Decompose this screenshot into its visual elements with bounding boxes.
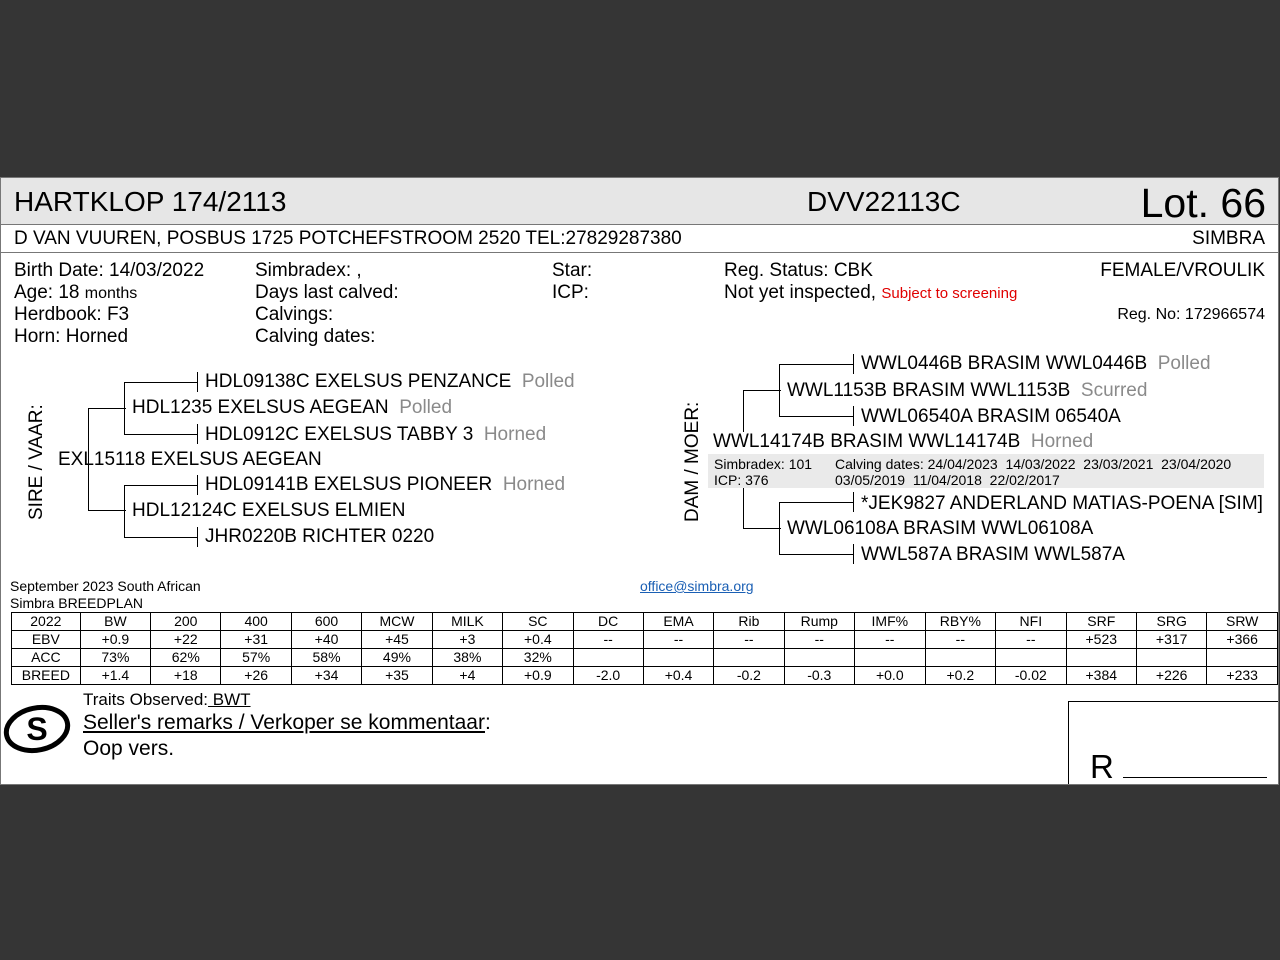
- ebv-cell: -0.3: [784, 667, 855, 685]
- ebv-cell: +45: [362, 631, 432, 649]
- animal-name: HARTKLOP 174/2113: [14, 186, 287, 217]
- ebv-cell: +0.4: [503, 631, 573, 649]
- ebv-cell: --: [714, 631, 784, 649]
- ebv-cell: --: [855, 631, 926, 649]
- ebv-cell: 2022: [12, 613, 81, 631]
- dam-simbradex: Simbradex: 101: [714, 456, 813, 472]
- ebv-cell: MILK: [432, 613, 502, 631]
- ebv-cell: -0.2: [714, 667, 784, 685]
- days-last-calved: Days last calved:: [255, 282, 399, 303]
- ebv-cell: --: [925, 631, 996, 649]
- ebv-cell: ACC: [12, 649, 81, 667]
- ebv-cell: SC: [503, 613, 573, 631]
- ebv-cell: [996, 649, 1066, 667]
- ebv-cell: 400: [221, 613, 291, 631]
- birth-date: Birth Date: 14/03/2022: [14, 260, 205, 281]
- owner-bar: [1, 225, 1278, 253]
- horn-status: Horn: Horned: [14, 326, 129, 347]
- traits-value: BWT: [208, 690, 251, 709]
- ebv-row-acc: [12, 649, 1278, 667]
- ebv-cell: +1.4: [80, 667, 150, 685]
- sire-side-label: SIRE / VAAR:: [26, 404, 47, 520]
- sire-dam-dam: JHR0220B RICHTER 0220: [205, 526, 435, 547]
- ebv-cell: +523: [1066, 631, 1136, 649]
- email-link[interactable]: office@simbra.org: [640, 578, 754, 594]
- ebv-cell: 58%: [291, 649, 361, 667]
- ebv-cell: EMA: [643, 613, 713, 631]
- ebv-row-ebv: [12, 631, 1278, 649]
- price-box[interactable]: [1068, 701, 1279, 785]
- animal-code: DVV22113C: [807, 186, 961, 217]
- ebv-cell: +0.4: [643, 667, 713, 685]
- ebv-cell: +317: [1136, 631, 1206, 649]
- remarks-label: Seller's remarks / Verkoper se kommentaar: [83, 711, 485, 734]
- sire-sire-parent: [132, 397, 452, 419]
- ebv-cell: Rump: [784, 613, 855, 631]
- dam-side-label: DAM / MOER:: [682, 401, 703, 522]
- card-header: [1, 178, 1278, 225]
- ebv-cell: +0.0: [855, 667, 926, 685]
- ebv-cell: SRF: [1066, 613, 1136, 631]
- ebv-cell: Rib: [714, 613, 784, 631]
- breedplan-subtitle: Simbra BREEDPLAN: [10, 595, 144, 611]
- ebv-cell: +0.9: [80, 631, 150, 649]
- svg-text:S: S: [26, 711, 48, 747]
- ebv-cell: [1066, 649, 1136, 667]
- ebv-cell: 57%: [221, 649, 291, 667]
- ebv-cell: +22: [151, 631, 221, 649]
- ebv-cell: +233: [1207, 667, 1278, 685]
- ebv-cell: +226: [1136, 667, 1206, 685]
- age-value: Age: 18: [14, 282, 85, 303]
- ebv-cell: 600: [291, 613, 361, 631]
- ebv-cell: RBY%: [925, 613, 996, 631]
- sire-dam-grand-name: HDL0912C EXELSUS TABBY 3: [205, 424, 474, 445]
- sire-dam-sire-name: HDL09141B EXELSUS PIONEER: [205, 474, 493, 495]
- ebv-cell: +366: [1207, 631, 1278, 649]
- sire-dam-grand: [205, 424, 546, 446]
- ebv-cell: BW: [80, 613, 150, 631]
- ebv-cell: -0.02: [996, 667, 1066, 685]
- breed-label: SIMBRA: [1192, 228, 1265, 249]
- dam-dam-sire: *JEK9827 ANDERLAND MATIAS-POENA [SIM]: [861, 493, 1263, 514]
- inspection-text: Not yet inspected,: [724, 282, 877, 303]
- ebv-cell: --: [996, 631, 1066, 649]
- remarks-heading: [83, 711, 491, 735]
- ebv-cell: +34: [291, 667, 361, 685]
- dam-dam: WWL06108A BRASIM WWL06108A: [787, 518, 1094, 539]
- lot-number: Lot. 66: [1140, 180, 1266, 226]
- sire-sire-name: HDL09138C EXELSUS PENZANCE: [205, 371, 512, 392]
- simbra-logo: [3, 700, 73, 756]
- ebv-cell: +0.9: [503, 667, 573, 685]
- dam-sire-sire-horn: Polled: [1157, 353, 1211, 374]
- sire-sire-horn: Polled: [521, 371, 575, 392]
- dam-sire-horn: Scurred: [1080, 380, 1148, 401]
- dam-sire-name: WWL1153B BRASIM WWL1153B: [787, 380, 1071, 401]
- ebv-cell: DC: [573, 613, 643, 631]
- ebv-cell: [784, 649, 855, 667]
- ebv-cell: 200: [151, 613, 221, 631]
- ebv-cell: EBV: [12, 631, 81, 649]
- ebv-cell: 49%: [362, 649, 432, 667]
- ebv-cell: +31: [221, 631, 291, 649]
- ebv-cell: --: [573, 631, 643, 649]
- ebv-cell: +18: [151, 667, 221, 685]
- dam-sire-sire-name: WWL0446B BRASIM WWL0446B: [861, 353, 1148, 374]
- ebv-cell: +0.2: [925, 667, 996, 685]
- ebv-cell: [855, 649, 926, 667]
- calving-dates: Calving dates:: [255, 326, 376, 347]
- ebv-cell: [643, 649, 713, 667]
- traits-observed: [83, 690, 251, 710]
- age-unit: months: [84, 285, 138, 302]
- sire-dam-sire: [205, 474, 565, 496]
- ebv-cell: +40: [291, 631, 361, 649]
- price-line: [1123, 777, 1267, 778]
- ebv-cell: +26: [221, 667, 291, 685]
- dam-sire: [787, 380, 1147, 402]
- dam-dam-dam: WWL587A BRASIM WWL587A: [861, 544, 1125, 565]
- lot-card: [0, 177, 1279, 785]
- inspection-status: [724, 282, 1017, 304]
- ebv-cell: +384: [1066, 667, 1136, 685]
- ebv-cell: +35: [362, 667, 432, 685]
- sire-sire: [205, 371, 575, 393]
- dam-calving-dates-more: 03/05/2019 11/04/2018 22/02/2017: [835, 472, 1060, 488]
- ebv-cell: IMF%: [855, 613, 926, 631]
- sire-animal: EXL15118 EXELSUS AEGEAN: [58, 449, 322, 470]
- breedplan-title: September 2023 South African: [10, 578, 201, 594]
- ebv-cell: [925, 649, 996, 667]
- ebv-cell: SRG: [1136, 613, 1206, 631]
- dam-icp: ICP: 376: [714, 472, 769, 488]
- currency-label: R: [1090, 748, 1114, 785]
- dam-calving-dates: Calving dates: 24/04/2023 14/03/2022 23/03/2021 23/04/2020: [835, 456, 1232, 472]
- screening-note: Subject to screening: [881, 285, 1018, 302]
- ebv-cell: SRW: [1207, 613, 1278, 631]
- ebv-cell: BREED: [12, 667, 81, 685]
- dam-animal-horn: Horned: [1030, 431, 1094, 452]
- ebv-cell: --: [784, 631, 855, 649]
- sex: FEMALE/VROULIK: [1100, 260, 1265, 281]
- ebv-cell: +4: [432, 667, 502, 685]
- ebv-table: [11, 612, 1278, 685]
- dam-sire-dam: WWL06540A BRASIM 06540A: [861, 406, 1121, 427]
- ebv-cell: [573, 649, 643, 667]
- simbradex: Simbradex: ,: [255, 260, 362, 281]
- ebv-cell: MCW: [362, 613, 432, 631]
- remarks-text: Oop vers.: [83, 737, 175, 760]
- dam-info-box: [708, 454, 1264, 488]
- sire-parent-horn: Polled: [399, 397, 453, 418]
- reg-number: Reg. No: 172966574: [1117, 306, 1265, 323]
- reg-status: Reg. Status: CBK: [724, 260, 873, 281]
- remarks-colon: :: [484, 711, 491, 734]
- ebv-cell: 38%: [432, 649, 502, 667]
- herdbook: Herdbook: F3: [14, 304, 130, 325]
- calvings: Calvings:: [255, 304, 334, 325]
- ebv-cell: [1207, 649, 1278, 667]
- owner-address: D VAN VUUREN, POSBUS 1725 POTCHEFSTROOM 2520 TEL:27829287380: [14, 228, 682, 249]
- age: [14, 282, 137, 304]
- ebv-cell: +3: [432, 631, 502, 649]
- ebv-cell: NFI: [996, 613, 1066, 631]
- ebv-cell: -2.0: [573, 667, 643, 685]
- ebv-cell: [714, 649, 784, 667]
- ebv-cell: [1136, 649, 1206, 667]
- sire-parent-name: HDL1235 EXELSUS AEGEAN: [132, 397, 389, 418]
- star: Star:: [552, 260, 593, 281]
- ebv-row-breed: [12, 667, 1278, 685]
- ebv-cell: 73%: [80, 649, 150, 667]
- sire-dam: HDL12124C EXELSUS ELMIEN: [132, 500, 406, 521]
- ebv-cell: --: [643, 631, 713, 649]
- traits-label: Traits Observed:: [83, 690, 209, 709]
- ebv-row-header: [12, 613, 1278, 631]
- sire-dam-sire-horn: Horned: [502, 474, 566, 495]
- ebv-cell: 32%: [503, 649, 573, 667]
- dam-sire-sire: [861, 353, 1211, 375]
- ebv-cell: 62%: [151, 649, 221, 667]
- dam-animal-name: WWL14174B BRASIM WWL14174B: [713, 431, 1021, 452]
- icp: ICP:: [552, 282, 589, 303]
- dam-animal: [713, 431, 1093, 453]
- sire-dam-grand-horn: Horned: [483, 424, 547, 445]
